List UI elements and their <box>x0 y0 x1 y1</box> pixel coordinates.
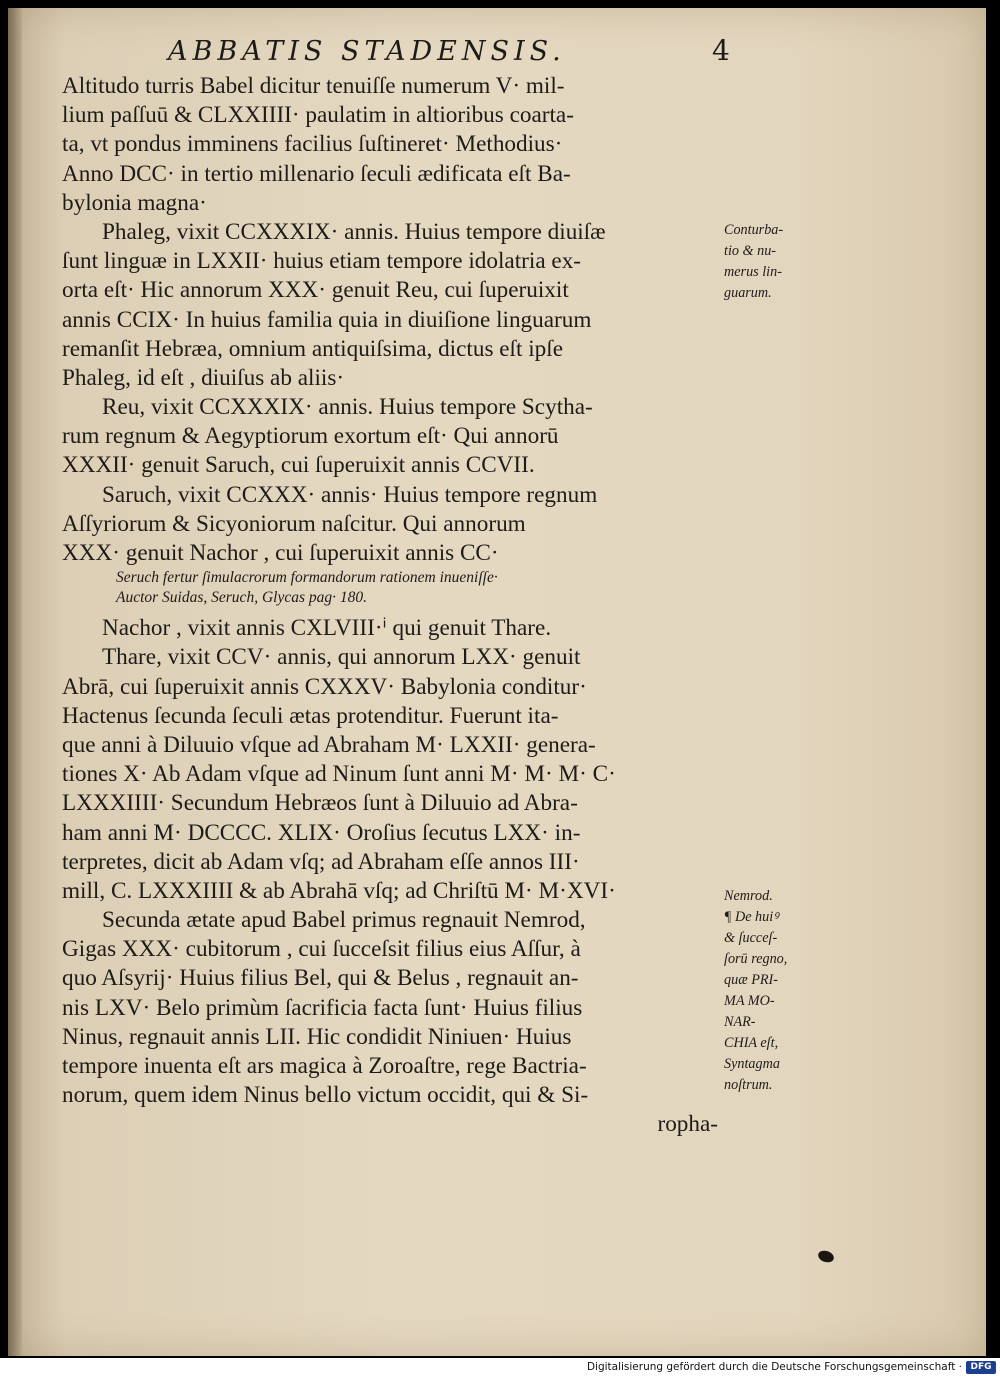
margin-note-line: MA MO- <box>724 993 775 1009</box>
footnote-line: Auctor Suidas, Seruch, Glycas pag· 180. <box>116 589 367 607</box>
ink-blot <box>817 1249 836 1264</box>
text-line: tempore inuenta eſt ars magica à Zoroaſtre, rege Bactria- <box>62 1053 587 1079</box>
margin-note-line: quæ PRI- <box>724 972 778 988</box>
margin-note-line: Syntagma <box>724 1056 780 1072</box>
margin-note-line: tio & nu- <box>724 243 777 259</box>
text-line: Anno DCC· in tertio millenario ſeculi ædificata eſt Ba- <box>62 160 571 187</box>
text-line: mill, C. LXXXIIII & ab Abrahā vſq; ad Chriſtū M· M·XVI· <box>62 877 616 904</box>
text-line: terpretes, dicit ab Adam vſq; ad Abraham eſſe annos III· <box>62 848 580 875</box>
text-line: nis LXV· Belo primùm ſacrificia facta ſunt· Huius filius <box>62 994 583 1021</box>
margin-note-nemrod <box>724 886 832 1096</box>
text-line: Saruch, vixit CCXXX· annis· Huius tempore regnum <box>102 481 598 508</box>
text-line: Hactenus ſecunda ſeculi ætas protenditur. Fuerunt ita- <box>62 702 559 729</box>
margin-note-languages <box>724 220 832 304</box>
margin-note-line: ¶ De huiꝰ <box>724 909 779 925</box>
margin-note-line: Nemrod. <box>724 888 773 904</box>
dfg-logo[interactable]: DFG <box>966 1361 996 1374</box>
margin-note-line: Conturba- <box>724 222 784 238</box>
margin-note-line: ſorū regno, <box>724 951 788 967</box>
text-line: bylonia magna· <box>62 189 207 216</box>
text-line: orta eſt· Hic annorum XXX· genuit Reu, cui ſuperuixit <box>62 277 569 304</box>
text-line: Secunda ætate apud Babel primus regnauit Nemrod, <box>102 907 586 934</box>
text-line: Gigas XXX· cubitorum , cui ſucceſsit filius eius Aſſur, à <box>62 936 581 963</box>
text-line: norum, quem idem Ninus bello victum occidit, qui & Si- <box>62 1082 589 1109</box>
footnote-line: Seruch fertur ſimulacrorum formandorum rationem inueniſſe· <box>116 569 498 587</box>
text-line: XXX· genuit Nachor , cui ſuperuixit annis CC· <box>62 540 499 566</box>
text-line: Phaleg, vixit CCXXXIX· annis. Huius tempore diuiſæ <box>102 218 606 245</box>
text-line: LXXXIIII· Secundum Hebræos ſunt à Diluuio ad Abra- <box>62 790 578 817</box>
text-line: Abrā, cui ſuperuixit annis CXXXV· Babylonia conditur· <box>62 673 587 700</box>
funding-credit: Digitalisierung gefördert durch die Deutsche Forschungsgemeinschaft · <box>586 1361 962 1373</box>
text-line: Ninus, regnauit annis LII. Hic condidit Niniuen· Huius <box>62 1023 572 1050</box>
digitization-footer <box>0 1359 1000 1378</box>
text-line: Thare, vixit CCV· annis, qui annorum LXX· genuit <box>102 644 581 671</box>
text-line: annis CCIX· In huius familia quia in diuiſione linguarum <box>62 306 592 333</box>
margin-note-line: guarum. <box>724 285 772 301</box>
margin-note-line: CHIA eſt, <box>724 1035 779 1051</box>
margin-note-line: NAR- <box>724 1014 756 1030</box>
text-line: que anni à Diluuio vſque ad Abraham M· LXXII· genera- <box>62 731 596 758</box>
text-line: lium paſſuū & CLXXIIII· paulatim in altioribus coarta- <box>62 102 574 129</box>
text-line: ham anni M· DCCCC. XLIX· Oroſius ſecutus LXX· in- <box>62 819 581 846</box>
text-line: Reu, vixit CCXXXIX· annis. Huius tempore Scytha- <box>102 394 593 421</box>
margin-note-line: noſtrum. <box>724 1077 773 1093</box>
catchword: ropha- <box>657 1111 718 1138</box>
main-text-block <box>62 72 726 1140</box>
text-line: Nachor , vixit annis CXLVIII·ⁱ qui genuit Thare. <box>102 615 552 642</box>
text-line: remanſit Hebræa, omnium antiquiſsima, dictus eſt ipſe <box>62 335 564 362</box>
text-line: rum regnum & Aegyptiorum exortum eſt· Qui annorū <box>62 423 559 450</box>
text-line: ta, vt pondus imminens facilius ſuſtineret· Methodius· <box>62 131 563 158</box>
book-page <box>8 8 986 1356</box>
running-head: ABBATIS STADENSIS. <box>168 36 566 67</box>
text-line: Phaleg, id eſt , diuiſus ab aliis· <box>62 364 345 391</box>
text-line: quo Aſsyrij· Huius filius Bel, qui & Belus , regnauit an- <box>62 965 579 992</box>
text-line: ſunt linguæ in LXXII· huius etiam tempore idolatria ex- <box>62 248 582 275</box>
text-line: Altitudo turris Babel dicitur tenuiſſe numerum V· mil- <box>62 73 565 99</box>
margin-note-line: & ſucceſ- <box>724 930 778 946</box>
text-line: tiones X· Ab Adam vſque ad Ninum ſunt anni M· M· M· C· <box>62 761 616 788</box>
text-line: XXXII· genuit Saruch, cui ſuperuixit annis CCVII. <box>62 452 535 479</box>
text-line: Aſſyriorum & Sicyoniorum naſcitur. Qui annorum <box>62 510 526 537</box>
page-gutter <box>8 8 22 1356</box>
page-number: 4 <box>712 34 730 67</box>
margin-note-line: merus lin- <box>724 264 782 280</box>
